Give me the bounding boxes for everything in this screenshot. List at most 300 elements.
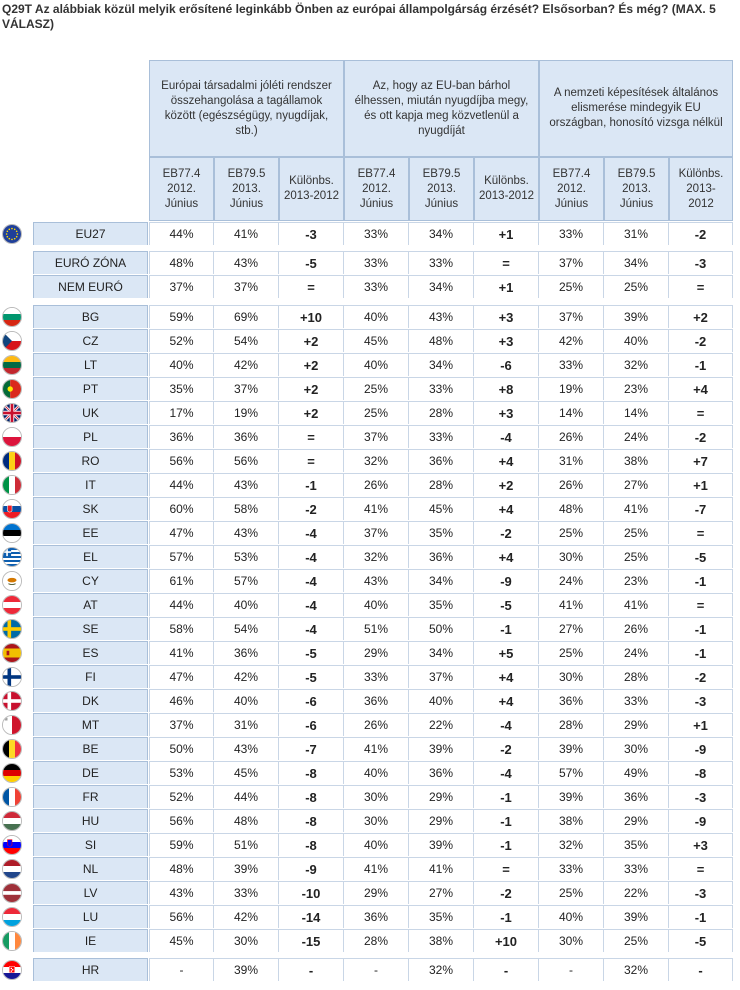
value-cell: 40%: [214, 689, 279, 712]
diff-cell: -9: [669, 809, 733, 832]
value-cell: 40%: [539, 905, 604, 928]
diff-cell: -1: [474, 785, 539, 808]
row-label: SK: [33, 497, 148, 520]
value-cell: 24%: [604, 641, 669, 664]
diff-cell: +7: [669, 449, 733, 472]
diff-cell: -3: [669, 689, 733, 712]
value-cell: 25%: [344, 377, 409, 400]
row-label: UK: [33, 401, 148, 424]
value-cell: 22%: [604, 881, 669, 904]
value-cell: 39%: [214, 958, 279, 981]
diff-cell: -3: [279, 222, 344, 245]
diff-cell: +1: [474, 222, 539, 245]
value-cell: 42%: [214, 665, 279, 688]
diff-cell: -: [474, 958, 539, 981]
diff-cell: +10: [474, 929, 539, 952]
flag-hu-icon: [2, 811, 22, 831]
flag-ro-icon: [2, 451, 22, 471]
value-cell: 41%: [149, 641, 214, 664]
diff-cell: -6: [279, 713, 344, 736]
flag-lt-icon: [2, 355, 22, 375]
diff-cell: -4: [279, 569, 344, 592]
value-cell: 34%: [604, 251, 669, 274]
value-cell: 30%: [214, 929, 279, 952]
value-cell: 37%: [409, 665, 474, 688]
value-cell: 41%: [214, 222, 279, 245]
value-cell: 26%: [539, 473, 604, 496]
value-cell: 37%: [214, 377, 279, 400]
value-cell: 33%: [539, 222, 604, 245]
diff-cell: +4: [474, 545, 539, 568]
row-label: NEM EURÓ: [33, 275, 148, 298]
value-cell: 36%: [149, 425, 214, 448]
flag-de-icon: [2, 763, 22, 783]
diff-cell: -6: [279, 689, 344, 712]
value-cell: 33%: [409, 377, 474, 400]
value-cell: 51%: [214, 833, 279, 856]
diff-cell: -6: [474, 353, 539, 376]
value-cell: 28%: [539, 713, 604, 736]
value-cell: 32%: [539, 833, 604, 856]
value-cell: 56%: [149, 809, 214, 832]
value-cell: 44%: [149, 222, 214, 245]
diff-cell: -4: [279, 593, 344, 616]
row-label: EL: [33, 545, 148, 568]
value-cell: 25%: [604, 275, 669, 298]
value-cell: 35%: [409, 593, 474, 616]
row-label: BE: [33, 737, 148, 760]
value-cell: 53%: [149, 761, 214, 784]
value-cell: 43%: [409, 305, 474, 328]
row-label: EU27: [33, 222, 148, 245]
row-label: DE: [33, 761, 148, 784]
value-cell: 39%: [409, 737, 474, 760]
diff-cell: -4: [474, 425, 539, 448]
flag-pt-icon: [2, 379, 22, 399]
diff-cell: +2: [669, 305, 733, 328]
table-row: [0, 665, 736, 689]
value-cell: 37%: [539, 305, 604, 328]
value-cell: 58%: [149, 617, 214, 640]
diff-cell: -1: [669, 641, 733, 664]
diff-cell: =: [279, 449, 344, 472]
value-cell: 33%: [214, 881, 279, 904]
diff-cell: -5: [669, 929, 733, 952]
value-cell: 44%: [214, 785, 279, 808]
diff-cell: +1: [474, 275, 539, 298]
value-cell: 38%: [409, 929, 474, 952]
value-cell: 25%: [539, 641, 604, 664]
value-cell: 37%: [344, 521, 409, 544]
value-cell: 39%: [604, 305, 669, 328]
diff-cell: =: [669, 857, 733, 880]
value-cell: 27%: [604, 473, 669, 496]
value-cell: 40%: [214, 593, 279, 616]
value-cell: 33%: [604, 689, 669, 712]
value-cell: 19%: [214, 401, 279, 424]
diff-cell: -8: [279, 785, 344, 808]
table-row: [0, 449, 736, 473]
value-cell: 41%: [344, 497, 409, 520]
value-cell: 40%: [604, 329, 669, 352]
value-cell: 30%: [604, 737, 669, 760]
value-cell: 17%: [149, 401, 214, 424]
value-cell: 23%: [604, 377, 669, 400]
row-label: LU: [33, 905, 148, 928]
value-cell: 25%: [604, 521, 669, 544]
column-header-1: EB77.4 2012. Június: [149, 157, 214, 221]
diff-cell: -2: [669, 665, 733, 688]
flag-lv-icon: [2, 883, 22, 903]
column-header-6: Különbs. 2013-2012: [474, 157, 539, 221]
value-cell: 29%: [604, 713, 669, 736]
flag-uk-icon: [2, 403, 22, 423]
value-cell: 61%: [149, 569, 214, 592]
value-cell: 50%: [409, 617, 474, 640]
value-cell: 42%: [214, 905, 279, 928]
diff-cell: -: [279, 958, 344, 981]
value-cell: 31%: [604, 222, 669, 245]
value-cell: 41%: [604, 593, 669, 616]
value-cell: 26%: [539, 425, 604, 448]
diff-cell: -2: [474, 521, 539, 544]
value-cell: 41%: [539, 593, 604, 616]
value-cell: 36%: [409, 761, 474, 784]
value-cell: 40%: [344, 305, 409, 328]
flag-se-icon: [2, 619, 22, 639]
flag-ie-icon: [2, 931, 22, 951]
diff-cell: +2: [279, 329, 344, 352]
diff-cell: +10: [279, 305, 344, 328]
table-row: [0, 593, 736, 617]
table-row: [0, 425, 736, 449]
value-cell: 47%: [149, 521, 214, 544]
value-cell: 52%: [149, 785, 214, 808]
diff-cell: -: [669, 958, 733, 981]
table-row: [0, 857, 736, 881]
row-label: AT: [33, 593, 148, 616]
diff-cell: =: [279, 275, 344, 298]
value-cell: 57%: [149, 545, 214, 568]
diff-cell: -1: [474, 833, 539, 856]
table-row: [0, 521, 736, 545]
value-cell: 32%: [604, 958, 669, 981]
diff-cell: +3: [474, 401, 539, 424]
row-label: RO: [33, 449, 148, 472]
value-cell: 37%: [149, 275, 214, 298]
diff-cell: -2: [669, 329, 733, 352]
value-cell: 59%: [149, 833, 214, 856]
table-row: [0, 401, 736, 425]
value-cell: 56%: [149, 905, 214, 928]
value-cell: 39%: [539, 785, 604, 808]
diff-cell: +3: [474, 329, 539, 352]
row-label: DK: [33, 689, 148, 712]
table-row: [0, 689, 736, 713]
diff-cell: =: [669, 401, 733, 424]
diff-cell: +5: [474, 641, 539, 664]
value-cell: 56%: [214, 449, 279, 472]
value-cell: 36%: [214, 425, 279, 448]
diff-cell: -9: [279, 857, 344, 880]
value-cell: 43%: [344, 569, 409, 592]
value-cell: 31%: [539, 449, 604, 472]
value-cell: 38%: [604, 449, 669, 472]
value-cell: 33%: [409, 251, 474, 274]
value-cell: 35%: [604, 833, 669, 856]
flag-hr-icon: [2, 960, 22, 980]
value-cell: 30%: [539, 929, 604, 952]
value-cell: 34%: [409, 353, 474, 376]
value-cell: 36%: [409, 449, 474, 472]
diff-cell: -5: [279, 251, 344, 274]
row-label: CZ: [33, 329, 148, 352]
value-cell: 29%: [604, 809, 669, 832]
diff-cell: -5: [279, 641, 344, 664]
value-cell: 26%: [344, 713, 409, 736]
diff-cell: +4: [474, 689, 539, 712]
table-row: [0, 713, 736, 737]
value-cell: 50%: [149, 737, 214, 760]
column-header-9: Különbs. 2013-2012: [669, 157, 733, 221]
value-cell: 37%: [344, 425, 409, 448]
row-label: SE: [33, 617, 148, 640]
value-cell: 34%: [409, 569, 474, 592]
column-header-5: EB79.5 2013. Június: [409, 157, 474, 221]
value-cell: 45%: [344, 329, 409, 352]
flag-mt-icon: [2, 715, 22, 735]
value-cell: 53%: [214, 545, 279, 568]
diff-cell: -2: [669, 222, 733, 245]
diff-cell: -15: [279, 929, 344, 952]
flag-si-icon: [2, 835, 22, 855]
diff-cell: =: [474, 251, 539, 274]
diff-cell: -7: [279, 737, 344, 760]
value-cell: 33%: [344, 275, 409, 298]
value-cell: 26%: [344, 473, 409, 496]
diff-cell: +3: [474, 305, 539, 328]
flag-be-icon: [2, 739, 22, 759]
group-header-2: Az, hogy az EU-ban bárhol élhessen, miután nyugdíjba megy, és ott kapja meg közvetlenül a nyugdíját: [344, 60, 539, 157]
value-cell: 36%: [604, 785, 669, 808]
row-label: PT: [33, 377, 148, 400]
value-cell: 52%: [149, 329, 214, 352]
flag-pl-icon: [2, 427, 22, 447]
diff-cell: -3: [669, 881, 733, 904]
value-cell: 40%: [409, 689, 474, 712]
value-cell: 29%: [344, 641, 409, 664]
value-cell: 44%: [149, 593, 214, 616]
diff-cell: -9: [474, 569, 539, 592]
flag-lu-icon: [2, 907, 22, 927]
table-row: [0, 881, 736, 905]
flag-cy-icon: [2, 571, 22, 591]
value-cell: 47%: [149, 665, 214, 688]
table-row: [0, 377, 736, 401]
column-header-3: Különbs. 2013-2012: [279, 157, 344, 221]
value-cell: 36%: [214, 641, 279, 664]
table-row: [0, 353, 736, 377]
flag-sk-icon: [2, 499, 22, 519]
diff-cell: -10: [279, 881, 344, 904]
flag-cz-icon: [2, 331, 22, 351]
diff-cell: +2: [279, 353, 344, 376]
value-cell: 59%: [149, 305, 214, 328]
value-cell: 40%: [344, 761, 409, 784]
value-cell: 35%: [409, 905, 474, 928]
diff-cell: -9: [669, 737, 733, 760]
diff-cell: -2: [474, 737, 539, 760]
value-cell: 36%: [409, 545, 474, 568]
flag-fi-icon: [2, 667, 22, 687]
table-row: [0, 929, 736, 953]
value-cell: 25%: [604, 545, 669, 568]
diff-cell: -2: [279, 497, 344, 520]
value-cell: 41%: [409, 857, 474, 880]
value-cell: 25%: [344, 401, 409, 424]
value-cell: 42%: [214, 353, 279, 376]
table-row: [0, 958, 736, 982]
diff-cell: +1: [669, 473, 733, 496]
table-row: [0, 329, 736, 353]
flag-at-icon: [2, 595, 22, 615]
table-row: [0, 251, 736, 275]
diff-cell: -1: [474, 905, 539, 928]
value-cell: 25%: [539, 521, 604, 544]
diff-cell: -8: [669, 761, 733, 784]
value-cell: 60%: [149, 497, 214, 520]
table-row: [0, 545, 736, 569]
value-cell: 24%: [604, 425, 669, 448]
value-cell: 54%: [214, 617, 279, 640]
table-row: [0, 222, 736, 246]
diff-cell: +4: [669, 377, 733, 400]
table-row: [0, 809, 736, 833]
diff-cell: -1: [669, 569, 733, 592]
value-cell: 34%: [409, 222, 474, 245]
value-cell: 26%: [604, 617, 669, 640]
value-cell: 36%: [344, 905, 409, 928]
diff-cell: +8: [474, 377, 539, 400]
value-cell: 45%: [409, 497, 474, 520]
value-cell: 43%: [214, 737, 279, 760]
row-label: FI: [33, 665, 148, 688]
diff-cell: -1: [474, 809, 539, 832]
value-cell: 33%: [344, 222, 409, 245]
value-cell: 33%: [409, 425, 474, 448]
value-cell: 41%: [344, 857, 409, 880]
value-cell: 25%: [539, 881, 604, 904]
value-cell: 25%: [539, 275, 604, 298]
value-cell: 28%: [409, 473, 474, 496]
value-cell: 37%: [214, 275, 279, 298]
diff-cell: -8: [279, 809, 344, 832]
value-cell: 22%: [409, 713, 474, 736]
value-cell: 48%: [409, 329, 474, 352]
flag-nl-icon: [2, 859, 22, 879]
value-cell: 39%: [409, 833, 474, 856]
table-row: [0, 737, 736, 761]
value-cell: -: [344, 958, 409, 981]
diff-cell: -1: [474, 617, 539, 640]
value-cell: 24%: [539, 569, 604, 592]
diff-cell: -8: [279, 761, 344, 784]
value-cell: 36%: [344, 689, 409, 712]
row-label: HR: [33, 958, 148, 981]
value-cell: 35%: [409, 521, 474, 544]
diff-cell: -4: [279, 521, 344, 544]
value-cell: 48%: [149, 857, 214, 880]
diff-cell: -4: [279, 545, 344, 568]
table-row: [0, 569, 736, 593]
value-cell: 28%: [604, 665, 669, 688]
table-row: [0, 617, 736, 641]
diff-cell: -14: [279, 905, 344, 928]
diff-cell: -1: [669, 617, 733, 640]
value-cell: 23%: [604, 569, 669, 592]
diff-cell: =: [279, 425, 344, 448]
row-label: EURÓ ZÓNA: [33, 251, 148, 274]
row-label: IT: [33, 473, 148, 496]
column-header-2: EB79.5 2013. Június: [214, 157, 279, 221]
table-row: [0, 275, 736, 299]
flag-fr-icon: [2, 787, 22, 807]
value-cell: 39%: [214, 857, 279, 880]
value-cell: 31%: [214, 713, 279, 736]
flag-ee-icon: [2, 523, 22, 543]
diff-cell: =: [669, 593, 733, 616]
value-cell: 37%: [149, 713, 214, 736]
diff-cell: +2: [279, 401, 344, 424]
diff-cell: +2: [474, 473, 539, 496]
row-label: LT: [33, 353, 148, 376]
row-label: NL: [33, 857, 148, 880]
table-row: [0, 641, 736, 665]
table-row: [0, 497, 736, 521]
value-cell: 35%: [149, 377, 214, 400]
value-cell: 32%: [409, 958, 474, 981]
value-cell: 39%: [539, 737, 604, 760]
value-cell: 34%: [409, 641, 474, 664]
value-cell: 69%: [214, 305, 279, 328]
table-row: [0, 905, 736, 929]
value-cell: 14%: [539, 401, 604, 424]
value-cell: 30%: [539, 665, 604, 688]
value-cell: 45%: [214, 761, 279, 784]
value-cell: 28%: [409, 401, 474, 424]
value-cell: 30%: [539, 545, 604, 568]
diff-cell: -7: [669, 497, 733, 520]
diff-cell: -4: [279, 617, 344, 640]
flag-dk-icon: [2, 691, 22, 711]
diff-cell: -4: [474, 761, 539, 784]
value-cell: 25%: [604, 929, 669, 952]
value-cell: 29%: [344, 881, 409, 904]
value-cell: -: [539, 958, 604, 981]
diff-cell: -1: [279, 473, 344, 496]
value-cell: 43%: [214, 251, 279, 274]
table-row: [0, 761, 736, 785]
value-cell: 40%: [344, 353, 409, 376]
value-cell: 27%: [539, 617, 604, 640]
table-row: [0, 785, 736, 809]
diff-cell: -5: [474, 593, 539, 616]
row-label: CY: [33, 569, 148, 592]
table-row: [0, 833, 736, 857]
diff-cell: +4: [474, 497, 539, 520]
diff-cell: +2: [279, 377, 344, 400]
value-cell: 58%: [214, 497, 279, 520]
